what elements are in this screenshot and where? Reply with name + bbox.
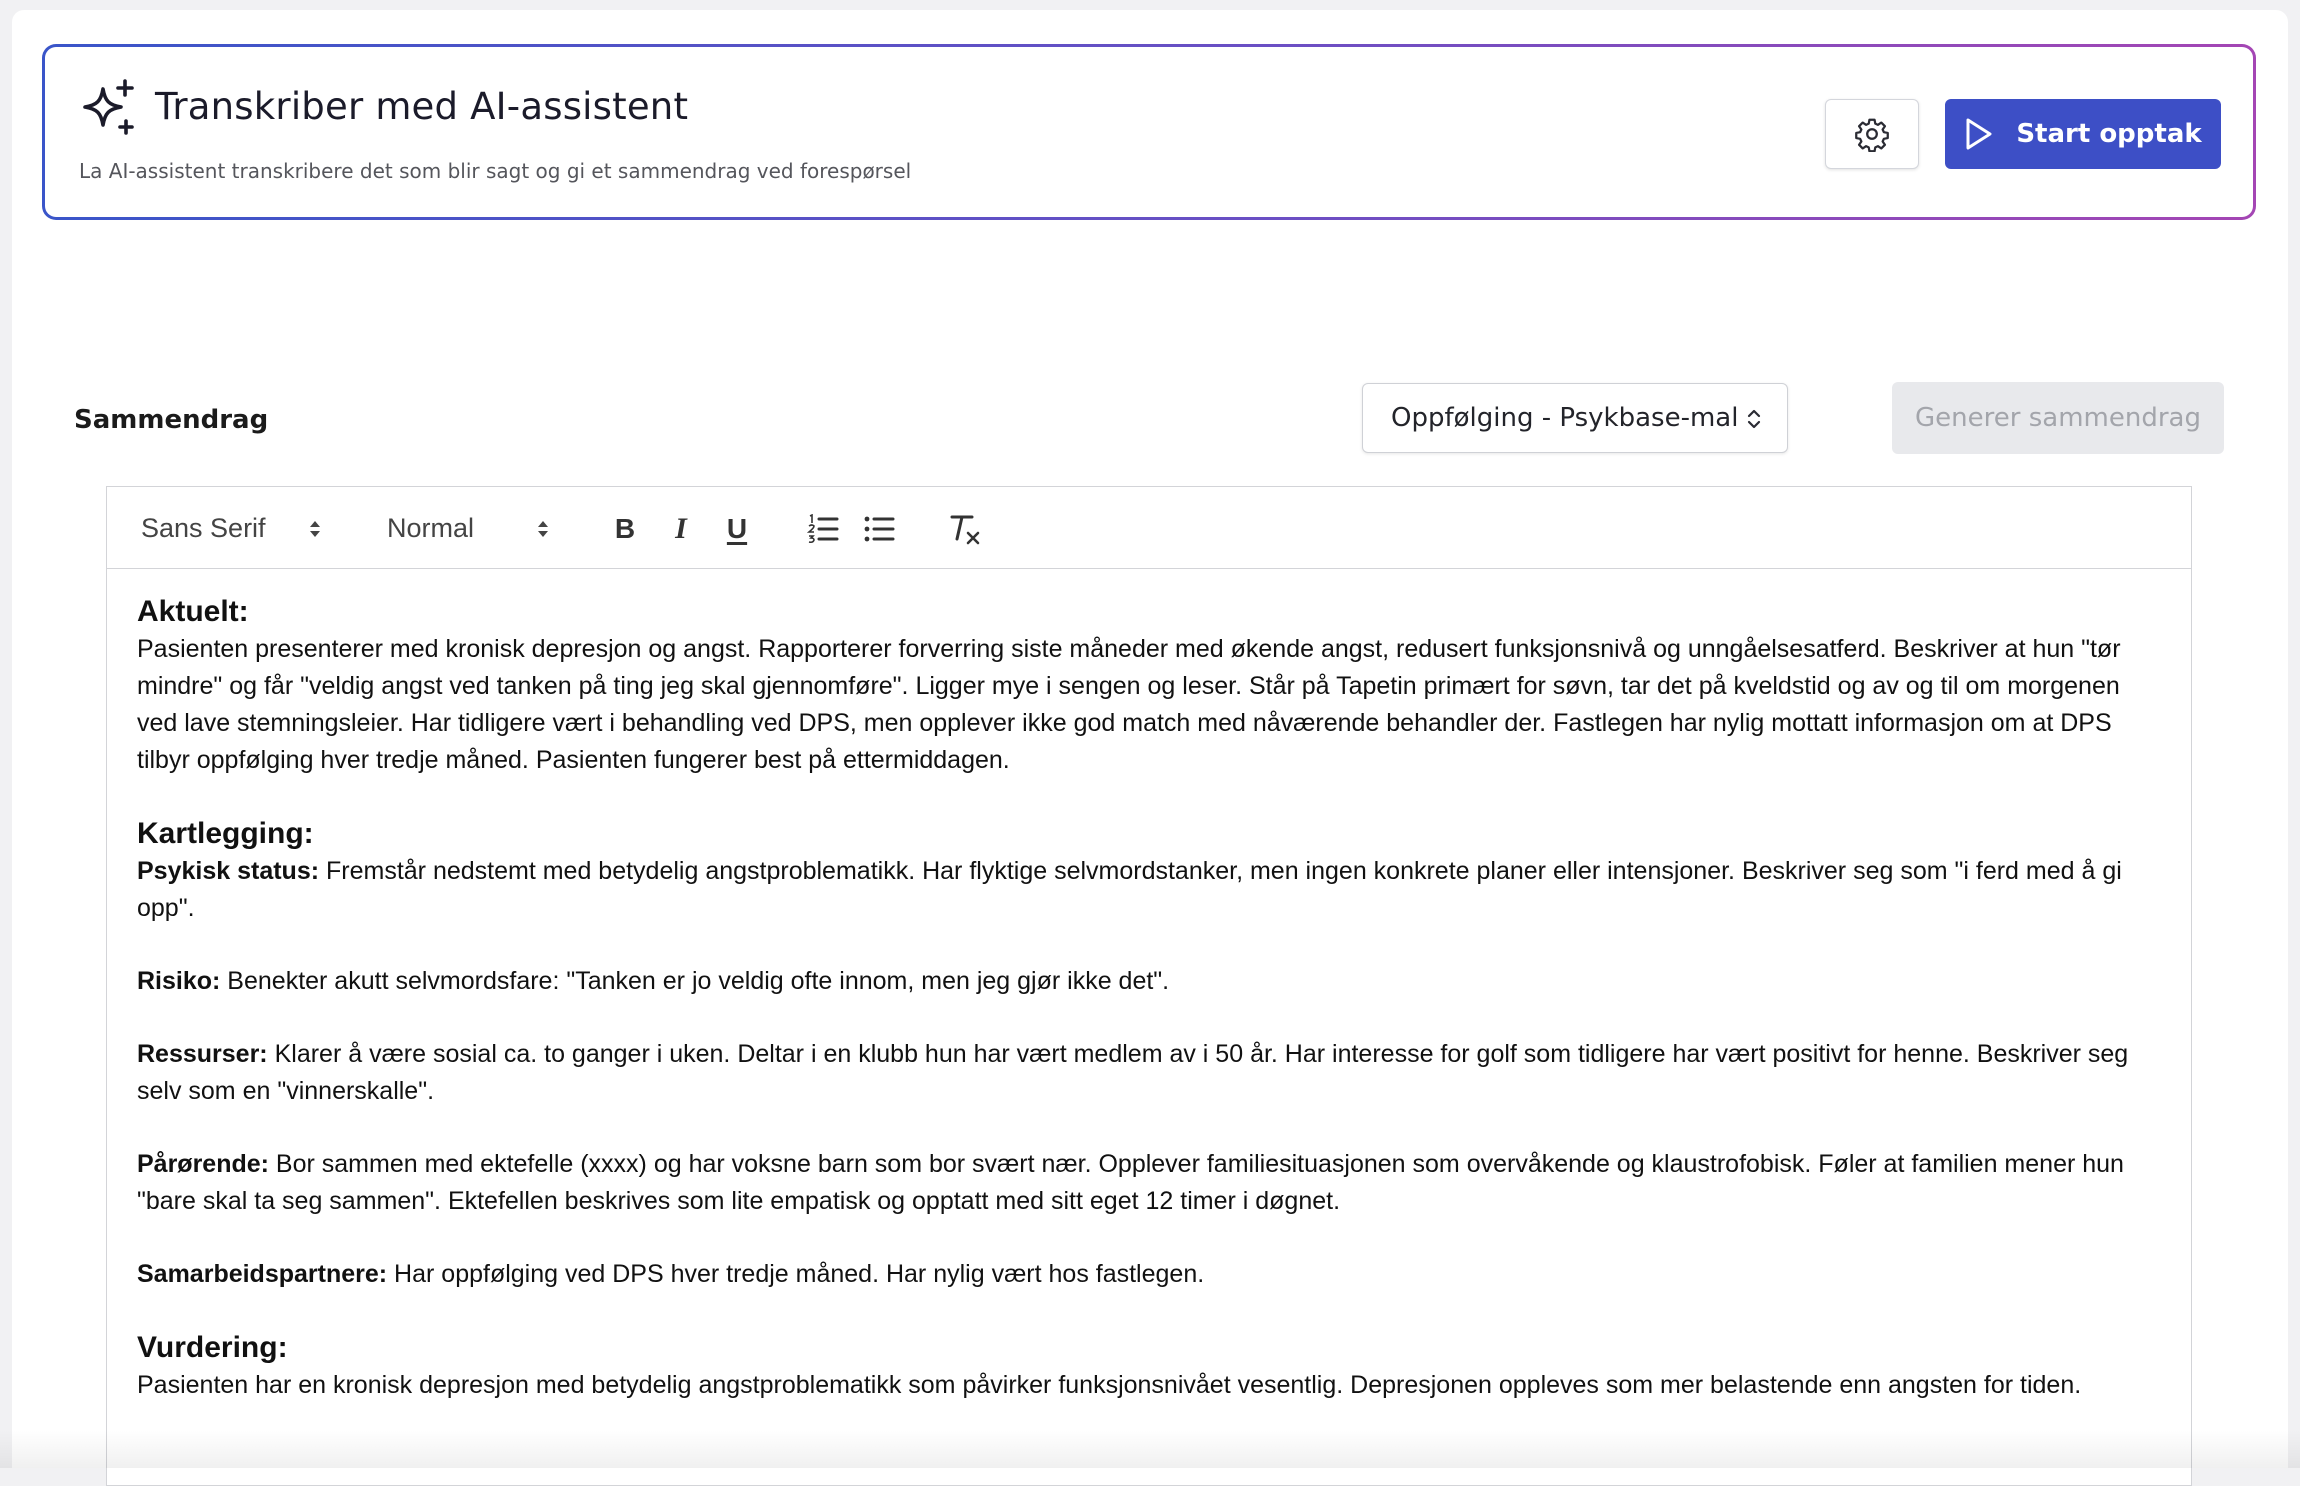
- italic-button[interactable]: [663, 511, 699, 547]
- generate-summary-button[interactable]: Generer sammendrag: [1892, 382, 2224, 454]
- bullet-list-button[interactable]: [861, 511, 897, 547]
- ressurser-paragraph: [137, 1036, 2167, 1110]
- sparkles-icon: [79, 79, 137, 137]
- section-heading-aktuelt: Aktuelt:: [137, 595, 249, 628]
- parorende-paragraph: [137, 1146, 2167, 1220]
- aktuelt-paragraph: Pasienten presenterer med kronisk depresjon og angst. Rapporterer forverring siste måneder med økende angst, redusert funksjonsnivå og unngåelsesatferd. Beskriver at hun "tør mindre" og får "veldig angst ved tanken på ting jeg skal gjennomføre". Ligger mye i sengen og leser. Står på Tapetin primært for søvn, tar det på kveldstid og av og til om morgenen ved lave stemningsleier. Har tidligere vært i behandling ved DPS, men opplever ikke god match med nåværende behandler der. Fastlegen har nylig mottatt informasjon om at DPS tilbyr oppfølging hver tredje måned. Pasienten fungerer best på ettermiddagen.: [137, 635, 2121, 774]
- risiko-text: Benekter akutt selvmordsfare: "Tanken er jo veldig ofte innom, men jeg gjør ikke det".: [220, 967, 1170, 995]
- editor-toolbar: [107, 487, 2191, 569]
- font-size-select[interactable]: [387, 487, 557, 569]
- ordered-list-icon: [807, 514, 839, 544]
- parorende-label: Pårørende:: [137, 1150, 269, 1178]
- psykisk-status-text: Fremstår nedstemt med betydelig angstproblematikk. Har flyktige selvmordstanker, men ingen konkrete planer eller intensjoner. Beskriver seg som "i ferd med å gi opp".: [137, 857, 2122, 922]
- settings-button[interactable]: [1825, 99, 1919, 169]
- psykisk-status-paragraph: [137, 853, 2167, 927]
- section-heading-vurdering: Vurdering:: [137, 1331, 288, 1364]
- template-select[interactable]: [1362, 383, 1788, 453]
- font-family-value: Sans Serif: [141, 512, 266, 543]
- ai-panel-subtitle: La AI-assistent transkribere det som blir sagt og gi et sammendrag ved forespørsel: [79, 159, 912, 183]
- underline-button[interactable]: [719, 511, 755, 547]
- risiko-label: Risiko:: [137, 967, 221, 995]
- clear-format-icon: [948, 513, 982, 545]
- ressurser-text: Klarer å være sosial ca. to ganger i uken. Deltar i en klubb hun har vært medlem av i 50 år. Har interesse for golf som tidligere har vært positivt for henne. Beskriver seg selv som en "vinnerskalle".: [137, 1040, 2129, 1105]
- clear-format-button[interactable]: [947, 511, 983, 547]
- play-icon: [1964, 117, 1994, 151]
- summary-title: Sammendrag: [74, 405, 269, 435]
- underline-icon: U: [726, 513, 748, 544]
- samarbeid-text: Har oppfølging ved DPS hver tredje måned. Har nylig vært hos fastlegen.: [387, 1260, 1205, 1288]
- summary-editor: [106, 486, 2192, 1486]
- start-recording-label: Start opptak: [2016, 119, 2202, 149]
- bold-icon: B: [614, 513, 636, 544]
- font-size-value: Normal: [387, 512, 475, 543]
- ai-assistant-panel: [42, 44, 2256, 220]
- font-family-select[interactable]: [141, 487, 341, 569]
- ordered-list-button[interactable]: [805, 511, 841, 547]
- chevron-up-down-icon: [1747, 406, 1761, 432]
- psykisk-status-label: Psykisk status:: [137, 857, 320, 885]
- vurdering-paragraph: Pasienten har en kronisk depresjon med betydelig angstproblematikk som påvirker funksjonsnivået vesentlig. Depresjonen oppleves som mer belastende enn angsten for tiden.: [137, 1371, 2082, 1399]
- bold-button[interactable]: [607, 511, 643, 547]
- italic-icon: I: [675, 512, 687, 545]
- start-recording-button[interactable]: [1945, 99, 2221, 169]
- gear-icon: [1854, 116, 1890, 152]
- select-arrows-icon: [309, 519, 321, 539]
- ressurser-label: Ressurser:: [137, 1040, 268, 1068]
- editor-content[interactable]: [137, 593, 2167, 1404]
- parorende-text: Bor sammen med ektefelle (xxxx) og har voksne barn som bor svært nær. Opplever familiesituasjonen som overvåkende og klaustrofobisk. Føler at familien mener hun "bare skal ta seg sammen". Ektefellen beskrives som lite empatisk og opptatt med sitt eget 12 timer i døgnet.: [137, 1150, 2124, 1215]
- template-select-value: Oppfølging - Psykbase-mal: [1391, 403, 1739, 433]
- samarbeid-label: Samarbeidspartnere:: [137, 1260, 388, 1288]
- section-heading-kartlegging: Kartlegging:: [137, 817, 314, 850]
- risiko-paragraph: [137, 963, 2167, 1000]
- samarbeid-paragraph: [137, 1256, 2167, 1293]
- ai-panel-title: Transkriber med AI-assistent: [155, 85, 689, 128]
- select-arrows-icon: [537, 519, 549, 539]
- bullet-list-icon: [863, 514, 895, 544]
